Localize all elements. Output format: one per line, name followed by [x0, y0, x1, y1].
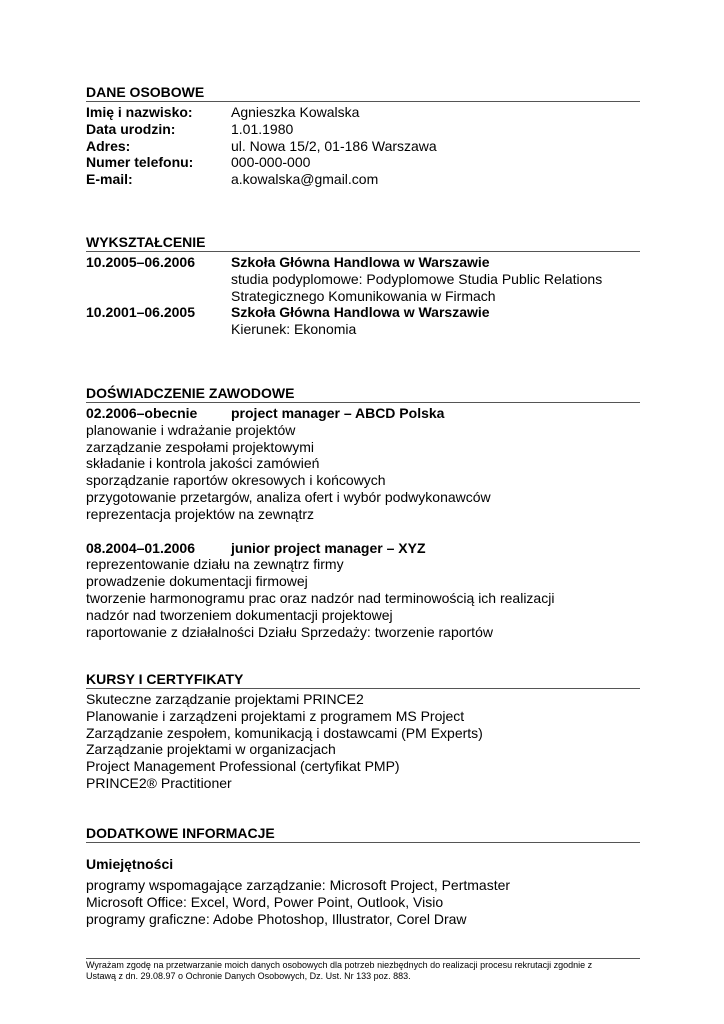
course-item: Zarządzanie zespołem, komunikacją i dostawcami (PM Experts): [86, 724, 483, 741]
row-label: Adres:: [86, 137, 131, 154]
course-item: PRINCE2® Practitioner: [86, 774, 232, 791]
section-title: DANE OSOBOWE: [86, 84, 640, 102]
job-duty: sporządzanie raportów okresowych i końcowych: [86, 472, 386, 489]
education-detail: studia podyplomowe: Podyplomowe Studia Public Relations: [231, 270, 603, 287]
job-duty: nadzór nad tworzeniem dokumentacji projektowej: [86, 606, 393, 623]
job-duty: zarządzanie zespołami projektowymi: [86, 438, 314, 455]
row-value: 1.01.1980: [231, 120, 294, 137]
personal-row-name: [86, 104, 640, 121]
row-value: Agnieszka Kowalska: [231, 104, 360, 120]
section-title: KURSY I CERTYFIKATY: [86, 671, 640, 689]
job-duty: prowadzenie dokumentacji firmowej: [86, 573, 308, 590]
job-date: 02.2006–obecnie: [86, 405, 198, 421]
personal-row-email: [86, 171, 640, 188]
education-school: Szkoła Główna Handlowa w Warszawie: [231, 304, 490, 321]
skill-item: programy graficzne: Adobe Photoshop, Illustrator, Corel Draw: [86, 910, 467, 927]
education-detail: Strategicznego Komunikowania w Firmach: [231, 287, 496, 304]
row-label: Data urodzin:: [86, 120, 176, 137]
courses-section: [86, 671, 640, 792]
job-duty: przygotowanie przetargów, analiza ofert i wybór podwykonawców: [86, 488, 491, 505]
education-detail-row: [86, 288, 640, 305]
education-date: 10.2005–06.2006: [86, 254, 195, 270]
course-item: Skuteczne zarządzanie projektami PRINCE2: [86, 691, 364, 707]
job-duty: raportowanie z działalności Działu Sprzedaży: tworzenie raportów: [86, 623, 493, 640]
course-item: Zarządzanie projektami w organizacjach: [86, 741, 336, 758]
personal-section: [86, 84, 640, 188]
job-duty: tworzenie harmonogramu prac oraz nadzór nad terminowością ich realizacji: [86, 589, 555, 606]
education-item: [86, 304, 640, 321]
job-header: [86, 540, 640, 557]
personal-row-birth: [86, 121, 640, 138]
consent-line: Wyrażam zgodę na przetwarzanie moich danych osobowych dla potrzeb niezbędnych do realizacji procesu rekrutacji zgodnie z: [86, 960, 593, 970]
course-item: Project Management Professional (certyfikat PMP): [86, 758, 400, 775]
job-role: project manager – ABCD Polska: [231, 405, 445, 421]
personal-row-address: [86, 138, 640, 155]
skill-item: Microsoft Office: Excel, Word, Power Point, Outlook, Visio: [86, 893, 444, 910]
job-duty: reprezentacja projektów na zewnątrz: [86, 505, 315, 522]
personal-row-phone: [86, 154, 640, 171]
job-duty: planowanie i wdrażanie projektów: [86, 421, 296, 438]
additional-section: [86, 825, 640, 927]
job-duty: składanie i kontrola jakości zamówień: [86, 455, 320, 472]
education-detail: Kierunek: Ekonomia: [231, 321, 357, 338]
row-label: E-mail:: [86, 171, 133, 188]
consent-line: Ustawą z dn. 29.08.97 o Ochronie Danych Osobowych, Dz. Ust. Nr 133 poz. 883.: [86, 971, 411, 981]
skill-item: programy wspomagające zarządzanie: Microsoft Project, Pertmaster: [86, 877, 511, 893]
section-title: DODATKOWE INFORMACJE: [86, 825, 640, 843]
row-label: Numer telefonu:: [86, 154, 194, 171]
education-item: [86, 254, 640, 271]
education-section: [86, 234, 640, 338]
row-value: 000-000-000: [231, 154, 311, 171]
job-header: [86, 405, 640, 422]
section-title: DOŚWIADCZENIE ZAWODOWE: [86, 385, 640, 403]
job-role: junior project manager – XYZ: [231, 539, 426, 556]
skills-subtitle: Umiejętności: [86, 856, 174, 872]
education-school: Szkoła Główna Handlowa w Warszawie: [231, 254, 490, 270]
education-date: 10.2001–06.2005: [86, 304, 195, 321]
education-detail-row: [86, 271, 640, 288]
section-title: WYKSZTAŁCENIE: [86, 234, 640, 252]
job-duty: reprezentowanie działu na zewnątrz firmy: [86, 556, 344, 573]
experience-section: [86, 385, 640, 640]
course-item: Planowanie i zarządzeni projektami z programem MS Project: [86, 707, 465, 724]
consent-footer: [86, 958, 640, 982]
row-value: ul. Nowa 15/2, 01-186 Warszawa: [231, 137, 437, 154]
row-value: a.kowalska@gmail.com: [231, 171, 379, 188]
row-label: Imię i nazwisko:: [86, 104, 193, 120]
job-date: 08.2004–01.2006: [86, 539, 195, 556]
education-detail-row: [86, 321, 640, 338]
